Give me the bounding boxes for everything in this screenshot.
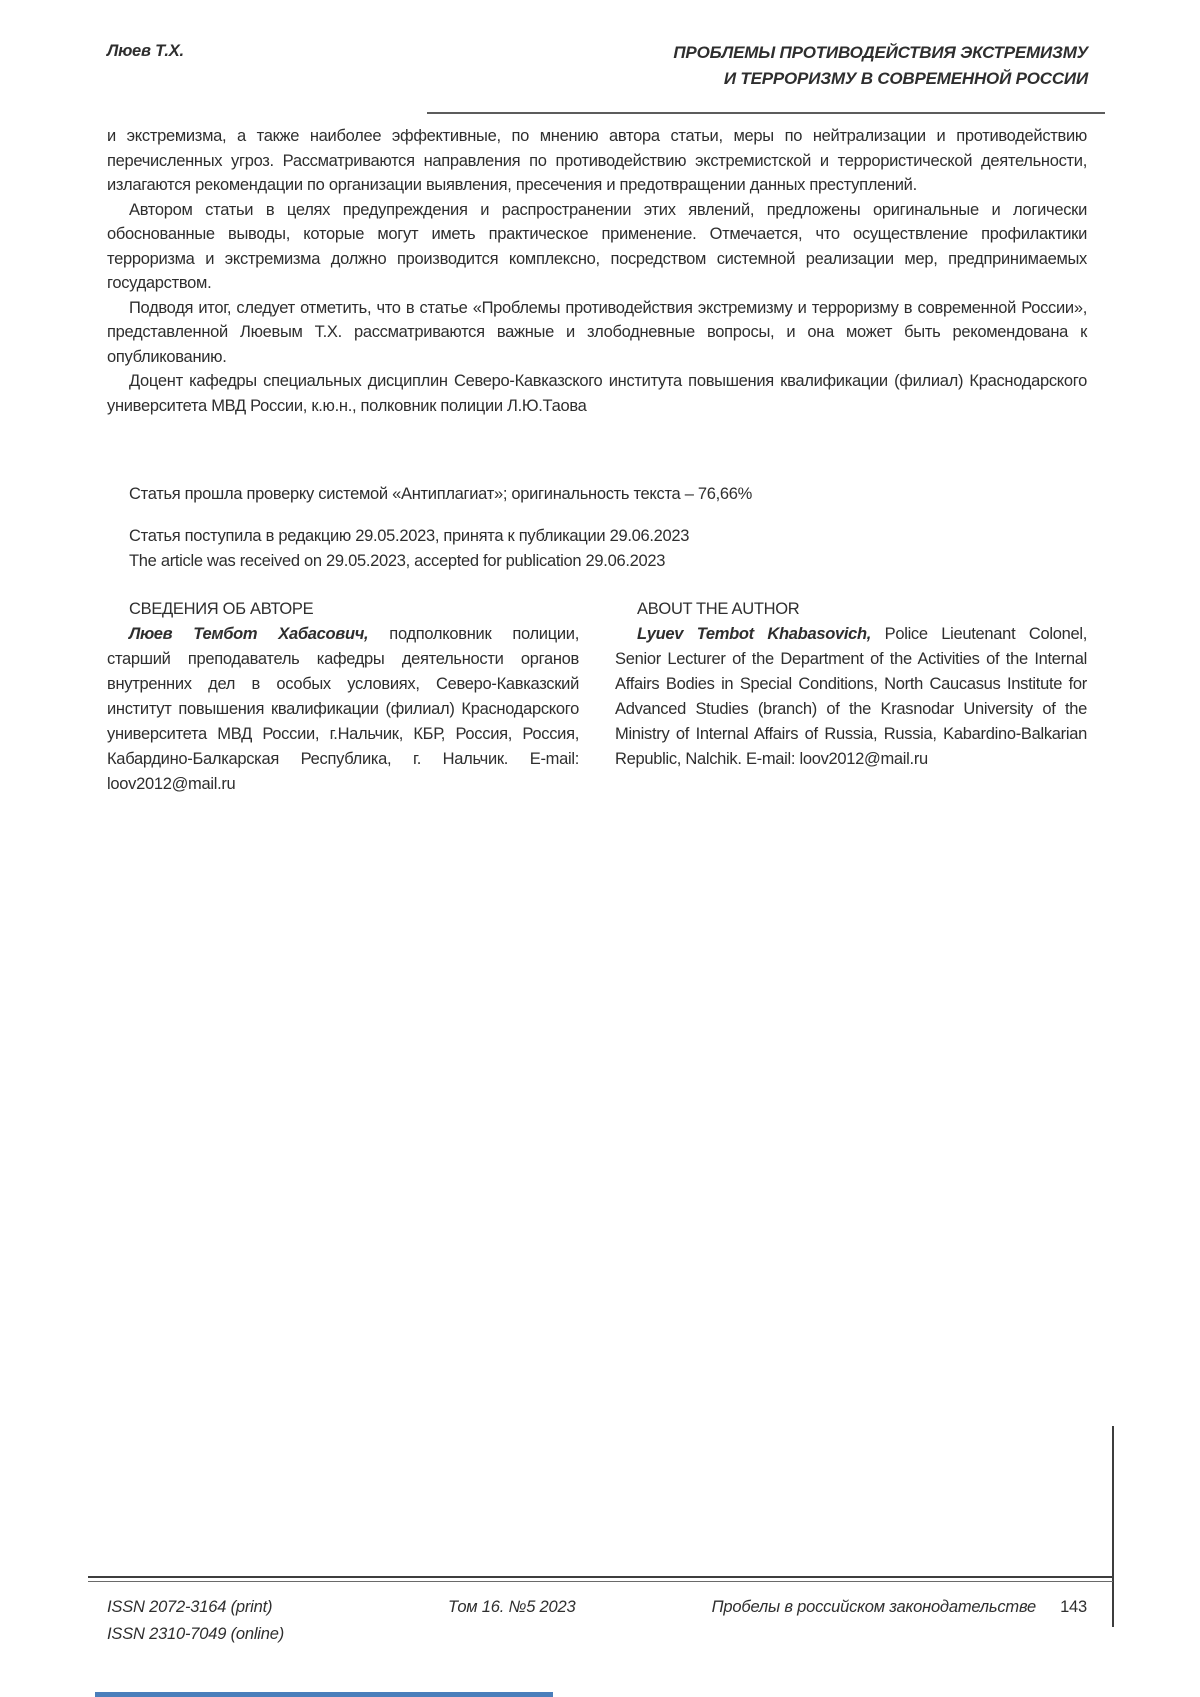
about-author-en bbox=[615, 597, 1087, 797]
about-author-ru bbox=[107, 597, 579, 797]
footer bbox=[0, 1594, 1200, 1654]
footer-divider bbox=[88, 1576, 1113, 1582]
journal-title: Пробелы в российском законодательстве bbox=[711, 1598, 1036, 1616]
issn-block bbox=[107, 1594, 284, 1648]
review-paragraph: Подводя итог, следует отметить, что в статье «Проблемы противодействия экстремизму и терроризму в современной России», представленной Люевым Т.Х. рассматриваются важные и злободневные вопросы, и она может быть рекомендована к опубликованию. bbox=[107, 298, 1087, 366]
header-divider bbox=[427, 112, 1105, 114]
review-paragraph: Доцент кафедры специальных дисциплин Северо-Кавказского института повышения квалификации (филиал) Краснодарского университета МВД России, к.ю.н., полковник полиции Л.Ю.Таова bbox=[107, 372, 1087, 415]
review-paragraph: и экстремизма, а также наиболее эффективные, по мнению автора статьи, меры по нейтрализации и противодействию перечисленных угроз. Рассматриваются направления по противодействию экстремистской и террористической деятельности, излагаются рекомендации по организации выявления, пресечения и предотвращении данных преступлений. bbox=[107, 127, 1087, 194]
about-author-ru-text bbox=[107, 622, 579, 797]
review-paragraph: Автором статьи в целях предупреждения и распространении этих явлений, предложены оригинальные и логически обоснованные выводы, которые могут иметь практическое применение. Отмечается, что осуществление профилактики терроризма и экстремизма должно производится комплексно, посредством системной реализации мер, предпринимаемых государством. bbox=[107, 200, 1087, 292]
about-author-en-heading: ABOUT THE AUTHOR bbox=[637, 600, 800, 618]
running-head-title bbox=[673, 40, 1088, 92]
volume-issue: Том 16. №5 2023 bbox=[448, 1598, 576, 1616]
received-date-ru: Статья поступила в редакцию 29.05.2023, принята к публикации 29.06.2023 bbox=[129, 527, 690, 545]
page-number: 143 bbox=[1060, 1598, 1087, 1616]
running-head-title-line1: ПРОБЛЕМЫ ПРОТИВОДЕЙСТВИЯ ЭКСТРЕМИЗМУ bbox=[673, 43, 1088, 62]
running-head-author: Люев Т.Х. bbox=[107, 42, 184, 60]
author-bio-ru: подполковник полиции, старший преподаватель кафедры деятельности органов внутренних дел в особых условиях, Северо-Кавказский институт повышения квалификации (филиал) Краснодарского университета МВД России, г.Нальчик, КБР, Россия, Россия, Кабардино-Балкарская Республика, г. Нальчик. E-mail: loov2012@mail.ru bbox=[107, 625, 579, 793]
article-meta bbox=[107, 482, 1087, 574]
running-head bbox=[107, 40, 1088, 92]
review-text bbox=[107, 124, 1087, 418]
about-author-section bbox=[107, 597, 1087, 797]
bottom-blue-bar bbox=[95, 1692, 553, 1697]
about-author-ru-heading: СВЕДЕНИЯ ОБ АВТОРЕ bbox=[129, 600, 314, 618]
author-bio-en: Police Lieutenant Colonel, Senior Lecturer of the Department of the Activities of the Internal Affairs Bodies in Special Conditions, North Caucasus Institute for Advanced Studies (branch) of the Krasnodar University of the Ministry of Internal Affairs of Russia, Russia, Kabardino-Balkarian Republic, Nalchik. E-mail: loov2012@mail.ru bbox=[615, 625, 1088, 768]
running-head-title-line2: И ТЕРРОРИЗМУ В СОВРЕМЕННОЙ РОССИИ bbox=[723, 69, 1088, 88]
issn-online: ISSN 2310-7049 (online) bbox=[107, 1625, 285, 1643]
about-author-en-text bbox=[615, 622, 1087, 772]
author-name-ru: Люев Тембот Хабасович, bbox=[129, 625, 369, 643]
antiplagiat-note: Статья прошла проверку системой «Антиплагиат»; оригинальность текста – 76,66% bbox=[129, 485, 753, 503]
issn-print: ISSN 2072-3164 (print) bbox=[107, 1598, 273, 1616]
author-name-en: Lyuev Tembot Khabasovich, bbox=[637, 625, 872, 643]
received-date-en: The article was received on 29.05.2023, accepted for publication 29.06.2023 bbox=[129, 552, 666, 570]
